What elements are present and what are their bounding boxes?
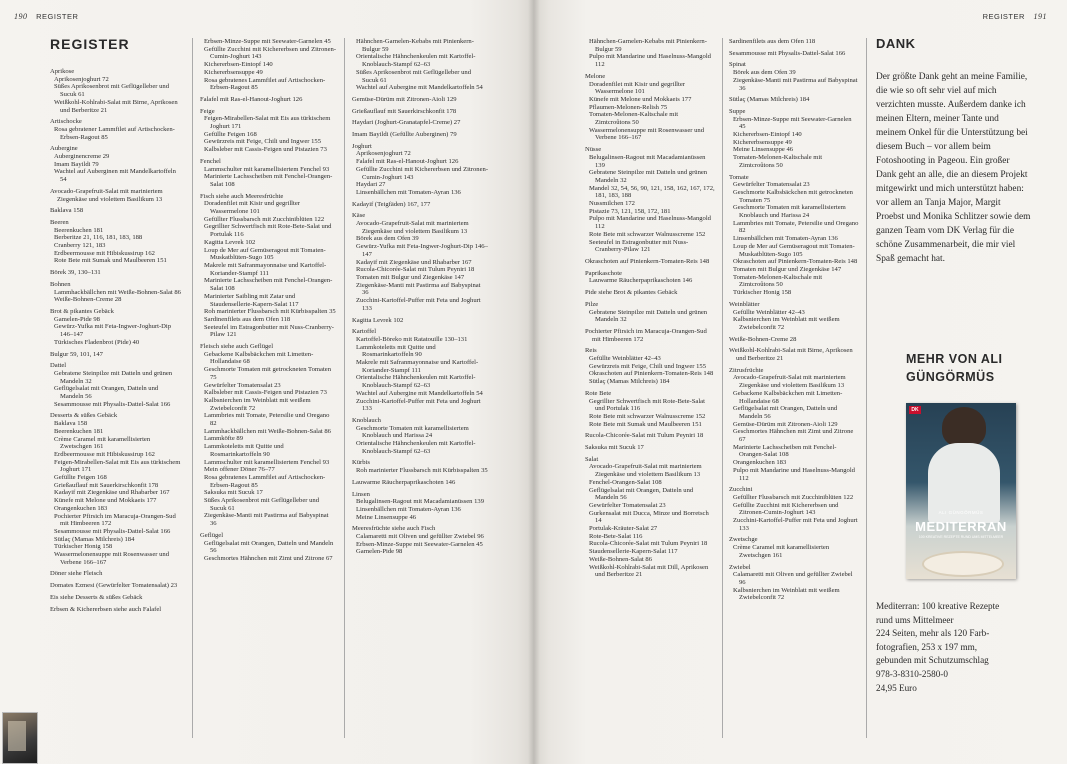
index-subentry: Marinierter Saibling mit Zatar und Staudensellerie-Kapern-Salat 117	[204, 292, 299, 308]
index-subentry: Gefüllte Zucchini mit Kichererbsen und Zitronen-Cumin-Joghurt 143	[356, 165, 489, 181]
index-subentry: Künefe mit Melone und Mokkaeis 177	[54, 497, 157, 505]
index-subentry: Lammkoteletts mit Quitte und Rosmarinkartoffeln 90	[356, 343, 436, 359]
index-subentry: Nussmilchen 172	[589, 200, 635, 208]
index-subentry: Geflügelsalat mit Orangen, Datteln und Mandeln 56	[733, 405, 838, 420]
index-subentry: Geschmortes Hähnchen mit Zimt und Zitrone 67	[733, 428, 854, 444]
index-subentry: Türkisches Fladenbrot (Pide) 40	[54, 338, 140, 346]
dank-heading: DANK	[876, 36, 916, 51]
index-entry: Melone	[585, 72, 606, 80]
index-subentry: Künefe mit Melone und Mokkaeis 177	[589, 95, 692, 103]
book-cover-title: MEDITERRAN	[915, 519, 1007, 534]
index-entry: Gemüse-Dürüm mit Zitronen-Aioli 129	[352, 95, 457, 103]
plate-illustration	[922, 551, 1004, 577]
index-subentry: Rote Bete mit schwarzer Walnusscreme 152	[589, 412, 706, 420]
index-subentry: Baklava 158	[54, 420, 88, 428]
index-entry: Weinblätter	[729, 300, 760, 308]
index-entry: Zwiebel	[729, 563, 751, 571]
index-entry: Lauwarme Räucherpaprikaschoten 146	[352, 478, 456, 486]
index-subentry: Roh marinierter Flussbarsch mit Kürbisspalten 35	[204, 308, 336, 316]
index-subentry: Geschmortes Hähnchen mit Zimt und Zitrone 67	[204, 555, 333, 562]
book-gutter	[528, 0, 540, 764]
index-subentry: Sardinenfilets aus dem Ofen 118	[204, 315, 291, 323]
index-subentry: Pflaumen-Melonen-Relish 75	[589, 103, 668, 111]
index-subentry: Süßes Aprikosenbrot mit Geflügelleber und Sucuk 61	[54, 83, 170, 99]
index-subentry: Okraschoten auf Pinienkern-Tomaten-Reis 148	[589, 370, 714, 378]
index-subentry: Kalbsleber mit Cassis-Feigen und Pistazien 73	[204, 389, 327, 397]
index-subentry: Falafel mit Ras-el-Hanout-Joghurt 126	[356, 158, 459, 166]
index-subentry: Börek aus dem Ofen 39	[356, 235, 419, 243]
page-title: REGISTER	[50, 36, 130, 52]
index-entry: Domates Ezmesi (Gewürfelter Tomatensalat) 23	[50, 582, 178, 590]
chef-head-illustration	[942, 407, 986, 447]
book-cover-subtitle: 100 KREATIVE REZEPTE RUND UMS MITTELMEER	[918, 535, 1004, 539]
index-subentry: Ziegenkäse-Manti mit Pastirma auf Babyspinat 36	[204, 512, 329, 528]
book-cover-image	[906, 403, 1016, 579]
index-subentry: Gebackene Kalbsbäckchen mit Limetten-Hollandaise 68	[204, 350, 314, 366]
index-subentry: Berberitze 21, 116, 181, 183, 188	[54, 234, 143, 242]
index-subentry: Wachtel auf Aubergine mit Mandelkartoffeln 54	[356, 84, 483, 92]
index-subentry: Rote Bete mit schwarzer Walnusscreme 152	[589, 230, 706, 238]
index-subentry: Zucchini-Kartoffel-Puffer mit Feta und Joghurt 133	[733, 517, 858, 532]
index-subentry: Börek aus dem Ofen 39	[733, 69, 796, 77]
index-entry: Zwetschge	[729, 536, 758, 544]
index-entry: Kartoffel	[352, 328, 377, 336]
index-subentry: Doradenfilet mit Kisir und gegrillter Wassermelone 101	[204, 200, 300, 216]
book-info-line: 24,95 Euro	[876, 682, 917, 693]
index-subentry: Portulak-Kräuter-Salat 27	[589, 525, 658, 533]
index-entry: Salat	[585, 455, 599, 463]
index-subentry: Orangenkuchen 183	[733, 459, 787, 467]
index-entry: Spinat	[729, 61, 746, 69]
index-subentry: Cranberry 121, 183	[54, 242, 106, 250]
index-subentry: Belugalinsen-Ragout mit Macadamianüssen 139	[589, 153, 706, 169]
index-subentry: Gefüllte Feigen 168	[54, 474, 107, 482]
index-subentry: Aprikosenjoghurt 72	[54, 75, 109, 83]
index-subentry: Weiße-Bohnen-Salat 86	[589, 555, 653, 563]
index-subentry: Sesammousse mit Physalis-Dattel-Salat 166	[54, 400, 171, 408]
index-subentry: Kichererbsen-Eintopf 140	[204, 61, 273, 69]
index-subentry: Geflügelsalat mit Orangen, Datteln und Mandeln 56	[204, 539, 334, 555]
book-info-line: fotografien, 253 x 197 mm,	[876, 641, 978, 652]
index-subentry: Geschmorte Tomaten mit getrockneten Tomaten 75	[204, 366, 332, 381]
index-subentry: Lammhackbällchen mit Weiße-Bohnen-Salat 86	[204, 427, 331, 435]
index-subentry: Gewürzreis mit Feige, Chili und Ingwer 155	[204, 138, 322, 146]
book-cover-author: ALI GÜNGÖRMÜS	[938, 510, 984, 515]
index-entry: Linsen	[352, 490, 370, 498]
index-subentry: Lammhackbällchen mit Weiße-Bohnen-Salat 86	[54, 288, 181, 296]
index-subentry: Calamaretti mit Oliven und gefüllter Zwiebel 96	[733, 571, 853, 586]
index-subentry: Avocado-Grapefruit-Salat mit mariniertem Ziegenkäse und violettem Basilikum 13	[733, 374, 846, 390]
index-subentry: Marinierte Lachsscheiben mit Fenchel-Orangen-Salat 108	[204, 277, 333, 293]
index-entry: Weißkohl-Kohlrabi-Salat mit Birne, Aprikosen und Berberitze 21	[729, 347, 853, 363]
index-entry: Beeren	[50, 218, 69, 226]
index-subentry: Calamaretti mit Oliven und gefüllter Zwiebel 96	[356, 533, 484, 541]
index-subentry: Geschmorte Tomaten mit karamellisiertem Knoblauch und Harissa 24	[356, 424, 469, 440]
index-entry: Kagitta Levrek 102	[352, 316, 404, 324]
index-entry: Avocado-Grapefruit-Salat mit mariniertem Ziegenkäse und violettem Basilikum 13	[50, 187, 163, 203]
index-subentry: Loup de Mer auf Gemüseragout mit Tomaten-Muskatblüten-Sugo 105	[733, 242, 855, 258]
book-info-line: Mediterran: 100 kreative Rezepte	[876, 601, 1000, 611]
index-subentry: Makrele mit Safranmayonnaise und Kartoffel-Koriander-Stampf 111	[204, 261, 327, 277]
index-subentry: Lammschulter mit karamellisiertem Fenchel 93	[204, 165, 330, 173]
left-page	[0, 0, 533, 764]
index-subentry: Erdbeermousse mit Hibiskussirup 162	[54, 249, 155, 257]
index-entry: Baklava 158	[50, 207, 84, 215]
index-entry: Desserts & süßes Gebäck	[50, 412, 118, 420]
index-subentry: Gebackene Kalbsbäckchen mit Limetten-Hollandaise 68	[733, 389, 843, 405]
index-subentry: Erbsen-Minze-Suppe mit Seewater-Garnelen 45	[204, 38, 331, 45]
index-subentry: Gurkensalat mit Ducca, Minze und Borretsch 14	[589, 509, 709, 525]
index-subentry: Sesammousse mit Physalis-Dattel-Salat 166	[54, 527, 171, 535]
index-entry: Kürbis	[352, 459, 370, 467]
index-subentry: Kichererbsen-Eintopf 140	[733, 131, 802, 139]
index-subentry: Gewürfelter Tomatensalat 23	[204, 381, 281, 389]
index-subentry: Crème Caramel mit karamellisierten Zwetschgen 161	[733, 544, 830, 559]
index-subentry: Rote-Bete-Salat 116	[589, 532, 643, 540]
index-entry: Sardinenfilets aus dem Ofen 118	[729, 38, 816, 45]
index-subentry: Gamelen-Pide 98	[54, 315, 100, 323]
index-subentry: Grießauflauf mit Sauerkirschkonfit 178	[54, 481, 159, 489]
index-subentry: Kalbsleber mit Cassis-Feigen und Pistazien 73	[204, 146, 327, 154]
index-subentry: Orangenkuchen 183	[54, 504, 108, 512]
index-subentry: Staudensellerie-Kapern-Salat 117	[589, 548, 678, 556]
index-subentry: Gebratene Steinpilze mit Datteln und grünen Mandeln 32	[589, 308, 708, 324]
index-entry: Zucchini	[729, 486, 753, 494]
column-divider	[192, 38, 193, 738]
left-running-head	[8, 12, 78, 21]
right-page-number: 191	[1033, 12, 1047, 21]
index-subentry: Kichererbsensuppe 49	[733, 138, 792, 146]
index-entry: Eis siehe Desserts & süßes Gebäck	[50, 593, 143, 601]
right-running-head-label: REGISTER	[982, 12, 1025, 21]
right-running-head	[983, 12, 1053, 21]
index-subentry: Gewürfelter Tomatensalat 23	[733, 181, 810, 189]
left-page-number: 190	[14, 12, 28, 21]
index-subentry: Geflügelsalat mit Orangen, Datteln und Mandeln 56	[589, 486, 694, 502]
index-subentry: Gefüllter Flussbarsch mit Zucchiniblüten 122	[733, 493, 854, 501]
index-entry: Knoblauch	[352, 416, 381, 424]
index-entry: Dattel	[50, 362, 67, 370]
index-subentry: Sütlaç (Mamas Milchreis) 184	[54, 535, 135, 543]
index-subentry: Feigen-Mirabellen-Salat mit Eis aus türkischem Joghurt 171	[204, 115, 331, 131]
index-subentry: Gewürzreis mit Feige, Chili und Ingwer 155	[589, 362, 707, 370]
index-subentry: Sütlaç (Mamas Milchreis) 184	[589, 378, 670, 386]
book-info	[876, 600, 1046, 695]
book-info-line: 224 Seiten, mehr als 120 Farb-	[876, 628, 990, 639]
index-column-3	[352, 38, 488, 556]
index-subentry: Aprikosenjoghurt 72	[356, 150, 411, 158]
book-info-line: 978-3-8310-2580-0	[876, 668, 948, 679]
index-entry: Kadayif (Teigfäden) 167, 177	[352, 200, 431, 208]
index-entry: Brot & pikantes Gebäck	[50, 307, 114, 315]
index-subentry: Saksuka mit Sucuk 17	[204, 489, 263, 497]
index-subentry: Tomaten-Melonen-Kaltschale mit Zimtcroûtons 50	[589, 111, 679, 127]
index-subentry: Weißkohl-Kohlrabi-Salat mit Birne, Aprikosen und Berberitze 21	[54, 98, 178, 114]
index-subentry: Süßes Aprikosenbrot mit Geflügelleber und Sucuk 61	[356, 68, 472, 84]
index-subentry: Makrele mit Safranmayonnaise und Kartoffel-Koriander-Stampf 111	[356, 359, 479, 374]
book-info-line: gebunden mit Schutzumschlag	[876, 655, 989, 666]
index-column-5	[729, 38, 859, 602]
index-subentry: Avocado-Grapefruit-Salat mit mariniertem Ziegenkäse und violettem Basilikum 13	[356, 220, 469, 235]
index-subentry: Orientalische Hähnchenkeulen mit Kartoffel-Knoblauch-Stampf 62–63	[356, 53, 476, 69]
index-subentry: Gebratene Steinpilze mit Datteln und grünen Mandeln 32	[54, 369, 173, 385]
index-subentry: Kalbsnierchen im Weinblatt mit weißem Zwiebelconfit 72	[733, 586, 840, 602]
column-divider	[866, 38, 867, 738]
index-subentry: Lammschulter mit karamellisiertem Fenchel 93	[204, 458, 330, 466]
index-subentry: Okraschoten auf Pinienkern-Tomaten-Reis 148	[733, 258, 858, 266]
index-entry: Bohnen	[50, 280, 71, 288]
index-entry: Börek 39, 130–131	[50, 269, 101, 277]
index-subentry: Garnelen-Pide 98	[356, 548, 403, 556]
index-subentry: Meine Linsensuppe 46	[356, 513, 417, 521]
index-subentry: Haydari 27	[356, 181, 386, 189]
index-entry: Käse	[352, 212, 366, 220]
index-subentry: Avocado-Grapefruit-Salat mit mariniertem Ziegenkäse und violettem Basilikum 13	[589, 463, 702, 479]
index-subentry: Gefüllte Feigen 168	[204, 130, 257, 138]
thumbnail-image	[8, 721, 26, 751]
index-subentry: Orientalische Hähnchenkeulen mit Kartoffel-Knoblauch-Stampf 62–63	[356, 374, 476, 390]
index-subentry: Gewürfelter Tomatensalat 23	[589, 501, 666, 509]
index-entry: Sesammousse mit Physalis-Dattel-Salat 166	[729, 49, 846, 57]
index-subentry: Wassermelonensuppe mit Rosenwasser und Verbene 166–167	[54, 551, 170, 566]
index-subentry: Marinierte Lachsscheiben mit Fenchel-Orangen-Salat 108	[204, 173, 333, 188]
index-entry: Fenchel	[200, 157, 221, 165]
index-subentry: Feigen-Mirabellen-Salat mit Eis aus türkischem Joghurt 171	[54, 458, 181, 474]
index-subentry: Orientalische Hähnchenkeulen mit Kartoffel-Knoblauch-Stampf 62–63	[356, 440, 476, 455]
index-subentry: Loup de Mer auf Gemüseragout mit Tomaten-Muskatblüten-Sugo 105	[204, 246, 326, 262]
index-subentry: Kadayif mit Ziegenkäse und Rhabarber 167	[54, 489, 170, 497]
column-divider	[722, 38, 723, 738]
index-entry: Falafel mit Ras-el-Hanout-Joghurt 126	[200, 95, 303, 103]
index-subentry: Seeteufel im Estragonbutter mit Nuss-Cranberry-Pilaw 121	[204, 323, 335, 339]
index-subentry: Rosa gebratenes Lammfilet auf Artischocken-Erbsen-Ragout 85	[204, 473, 326, 489]
index-entry: Okraschoten auf Pinienkern-Tomaten-Reis 148	[585, 257, 710, 265]
index-subentry: Süßes Aprikosenbrot mit Geflügelleber und Sucuk 61	[204, 497, 320, 512]
index-subentry: Türkischer Honig 158	[733, 289, 792, 297]
index-subentry: Linsenbällchen mit Tomaten-Ayran 136	[356, 188, 461, 196]
index-subentry: Belugalinsen-Ragout mit Macadamianüssen 139	[356, 498, 485, 506]
index-subentry: Beerenkuchen 181	[54, 226, 104, 234]
index-entry: Fisch siehe auch Meeresfrüchte	[200, 192, 284, 200]
index-subentry: Erbsen-Minze-Suppe mit Seewater-Garnelen 45	[356, 540, 483, 548]
index-entry: Pochierter Pfirsich im Maracuja-Orangen-Sud mit Himbeeren 172	[585, 327, 707, 343]
index-subentry: Tomaten-Melonen-Kaltschale mit Zimtcroûtons 50	[733, 154, 823, 169]
index-entry: Haydari (Joghurt-Granatapfel-Creme) 27	[352, 119, 461, 127]
index-subentry: Crème Caramel mit karamellisierten Zwetschgen 161	[54, 435, 151, 451]
index-subentry: Mein offener Döner 76–77	[204, 466, 275, 474]
index-entry: Grießauflauf mit Sauerkirschkonfit 178	[352, 107, 457, 115]
index-subentry: Mandel 32, 54, 56, 90, 121, 158, 162, 167, 172, 181, 183, 188	[589, 184, 715, 200]
index-subentry: Geschmorte Tomaten mit karamellisiertem Knoblauch und Harissa 24	[733, 204, 846, 220]
index-entry: Geflügel	[200, 531, 224, 539]
index-subentry: Gegrillter Schwertfisch mit Rote-Bete-Salat und Portulak 116	[204, 223, 332, 239]
index-subentry: Linsenbällchen mit Tomaten-Ayran 136	[356, 505, 461, 513]
index-entry: Aubergine	[50, 145, 78, 153]
index-subentry: Rucola-Chicorée-Salat mit Tulum Peyniri 18	[356, 266, 475, 274]
index-subentry: Gefüllte Weinblätter 42–43	[733, 308, 805, 316]
index-subentry: Lammbries mit Tomate, Petersilie und Oregano 82	[733, 219, 859, 235]
index-subentry: Geflügelsalat mit Orangen, Datteln und Mandeln 56	[54, 385, 159, 401]
index-subentry: Rote Bete mit Sumak und Maulbeeren 151	[589, 420, 702, 428]
index-entry: Imam Bayildi (Gefüllte Auberginen) 79	[352, 131, 457, 139]
index-entry: Weiße-Bohnen-Creme 28	[729, 335, 797, 343]
index-entry: Paprikaschote	[585, 269, 622, 277]
index-subentry: Gewürz-Yufka mit Feta-Ingwer-Joghurt-Dip 146–147	[356, 243, 488, 258]
index-entry: Rote Bete	[585, 389, 612, 397]
index-subentry: Rote Bete mit Sumak und Maulbeeren 151	[54, 257, 167, 265]
index-column-2	[200, 38, 336, 563]
index-subentry: Erdbeermousse mit Hibiskussirup 162	[54, 450, 155, 458]
index-subentry: Lauwarme Räucherpaprikaschoten 146	[589, 277, 693, 285]
index-entry: Reis	[585, 347, 597, 355]
left-running-head-label: REGISTER	[36, 12, 79, 21]
index-subentry: Geschmorte Kalbsbäckchen mit getrockneten Tomaten 75	[733, 188, 853, 204]
index-entry: Feige	[200, 107, 215, 115]
index-subentry: Weißkohl-Kohlrabi-Salat mit Dill, Aprikosen und Berberitze 21	[589, 563, 709, 579]
index-subentry: Pochierter Pfirsich im Maracuja-Orangen-Sud mit Himbeeren 172	[54, 512, 176, 528]
index-subentry: Ziegenkäse-Manti mit Pastirma auf Babyspinat 36	[356, 281, 481, 297]
column-divider	[344, 38, 345, 738]
index-subentry: Seeteufel in Estragonbutter mit Nuss-Cranberry-Pilaw 121	[589, 238, 689, 254]
index-subentry: Erbsen-Minze-Suppe mit Seewater-Garnelen 45	[733, 115, 852, 131]
index-subentry: Gefüllte Zucchini mit Kichererbsen und Zitronen-Cumin-Joghurt 143	[733, 501, 839, 517]
index-subentry: Gefüllter Flussbarsch mit Zucchiniblüten 122	[204, 215, 325, 223]
index-subentry: Lammkoteletts mit Quitte und Rosmarinkartoffeln 90	[204, 443, 284, 458]
index-subentry: Hähnchen-Garnelen-Kebabs mit Pinienkern-Bulgur 59	[589, 38, 707, 53]
book-info-line: rund ums Mittelmeer	[876, 614, 954, 625]
index-subentry: Tomaten mit Bulgur und Ziegenkäse 147	[733, 265, 842, 273]
index-entry: Joghurt	[352, 142, 372, 150]
index-subentry: Meine Linsensuppe 46	[733, 146, 794, 154]
index-subentry: Zucchini-Kartoffel-Puffer mit Feta und Joghurt 133	[356, 397, 481, 413]
index-subentry: Doradenfilet mit Kisir und gegrillter Wassermelone 101	[589, 80, 685, 96]
index-entry: Artischocke	[50, 118, 82, 126]
index-entry: Meeresfrüchte siehe auch Fisch	[352, 525, 436, 533]
index-entry: Nüsse	[585, 146, 602, 154]
index-subentry: Roh marinierter Flussbarsch mit Kürbisspalten 35	[356, 467, 488, 475]
index-column-4	[585, 38, 715, 579]
index-subentry: Pulpo mit Mandarine und Haselnuss-Mangold 112	[589, 215, 711, 231]
index-entry: Döner siehe Fleisch	[50, 570, 103, 578]
index-subentry: Gegrillter Schwertfisch mit Rote-Bete-Salat und Portulak 116	[589, 397, 705, 413]
index-subentry: Pulpo mit Mandarine und Haselnuss-Mangold 112	[733, 466, 855, 482]
index-subentry: Gefüllte Zucchini mit Kichererbsen und Zitronen-Cumin-Joghurt 143	[204, 45, 337, 61]
index-subentry: Kalbsnierchen im Weinblatt mit weißem Zwiebelconfit 72	[733, 316, 840, 331]
more-by-author-heading: MEHR VON ALI GÜNGÖRMÜS	[906, 352, 1003, 384]
index-entry: Bulgur 59, 101, 147	[50, 350, 103, 358]
index-subentry: Fenchel-Orangen-Salat 108	[589, 478, 662, 486]
index-subentry: Wachtel auf Auberginen mit Mandelkartoffeln 54	[54, 168, 176, 184]
index-subentry: Tomaten-Melonen-Kaltschale mit Zimtcroûtons 50	[733, 273, 823, 289]
index-entry: Rucola-Chicorée-Salat mit Tulum Peyniri 18	[585, 432, 704, 440]
publisher-logo: DK	[909, 406, 921, 414]
index-subentry: Kalbsnierchen im Weinblatt mit weißem Zwiebelconfit 72	[204, 396, 311, 412]
index-subentry: Kadayif mit Ziegenkäse und Rhabarber 167	[356, 258, 472, 266]
index-subentry: Weiße-Bohnen-Creme 28	[54, 296, 122, 304]
index-subentry: Türkischer Honig 158	[54, 543, 113, 551]
index-subentry: Rucola-Chicorée-Salat mit Tulum Peyniri 18	[589, 540, 708, 548]
dank-text: Der größte Dank geht an meine Familie, die wie so oft sehr viel auf mich verzichten musste. Außerdem danke ich meinen Eltern, meiner Tante und meinem Onkel für die Unterstützung bei diesem Buch – vor allem beim Fotoshooting in Pageou. Ein großer Dank geht an alle, die an diesem Projekt mitgewirkt und mich unterstützt haben: vor allem an Tanja Major, Margit Proebst und Monika Schlitzer sowie dem ganzen Team vom DK Verlag für die schöne Zusammenarbeit, die mir viel Spaß gemacht hat.	[876, 72, 1031, 264]
index-subentry: Beerenkuchen 181	[54, 427, 104, 435]
index-subentry: Linsenbällchen mit Tomaten-Ayran 136	[733, 235, 838, 243]
index-subentry: Wassermelonensuppe mit Rosenwasser und Verbene 166–167	[589, 126, 705, 142]
index-subentry: Lammbries mit Tomate, Petersilie und Oregano 82	[204, 412, 330, 428]
index-subentry: Lammköfte 89	[204, 435, 244, 443]
index-entry: Aprikose	[50, 68, 75, 75]
index-subentry: Rosa gebratener Lammfilet auf Artischocken-Erbsen-Ragout 85	[54, 125, 175, 141]
thumbnail-preview[interactable]	[2, 712, 38, 764]
index-entry: Saksuka mit Sucuk 17	[585, 444, 644, 452]
index-subentry: Kartoffel-Böreko mit Ratatouille 130–131	[356, 335, 468, 343]
index-subentry: Auberginencreme 29	[54, 153, 110, 161]
index-subentry: Marinierte Lachsscheiben mit Fenchel-Orangen-Salat 108	[733, 443, 837, 459]
index-entry: Zitrusfrüchte	[729, 366, 764, 374]
index-entry: Tomate	[729, 173, 749, 181]
index-subentry: Pulpo mit Mandarine und Haselnuss-Mangold 112	[589, 53, 711, 69]
index-subentry: Imam Bayildi 79	[54, 160, 99, 168]
index-entry: Fleisch siehe auch Geflügel	[200, 343, 274, 351]
index-entry: Sütlaç (Mamas Milchreis) 184	[729, 96, 810, 104]
index-subentry: Gefüllte Weinblätter 42–43	[589, 355, 661, 363]
index-entry: Pide siehe Brot & pikantes Gebäck	[585, 289, 678, 297]
index-subentry: Gemüse-Dürüm mit Zitronen-Aioli 129	[733, 420, 838, 428]
index-subentry: Gebratene Steinpilze mit Datteln und grünen Mandeln 32	[589, 169, 708, 184]
index-subentry: Zucchini-Kartoffel-Puffer mit Feta und Joghurt 133	[356, 297, 481, 312]
index-subentry: Pistazie 73, 121, 158, 172, 181	[589, 207, 671, 215]
index-subentry: Rosa gebratenes Lammfilet auf Artischocken-Erbsen-Ragout 85	[204, 76, 326, 92]
index-column-1	[50, 68, 182, 613]
index-entry: Pilze	[585, 300, 599, 308]
index-entry: Suppe	[729, 107, 746, 115]
index-entry: Erbsen & Kichererbsen siehe auch Falafel	[50, 605, 162, 613]
index-subentry: Gewürz-Yufka mit Feta-Ingwer-Joghurt-Dip 146–147	[54, 323, 172, 339]
index-subentry: Wachtel auf Aubergine mit Mandelkartoffeln 54	[356, 389, 483, 397]
index-subentry: Kagitta Levrek 102	[204, 238, 256, 246]
index-subentry: Tomaten mit Bulgur und Ziegenkäse 147	[356, 273, 465, 281]
index-subentry: Hähnchen-Garnelen-Kebabs mit Pinienkern-Bulgur 59	[356, 38, 474, 53]
index-subentry: Kichererbsensuppe 49	[204, 68, 263, 76]
index-subentry: Ziegenkäse-Manti mit Pastirma auf Babyspinat 36	[733, 76, 858, 92]
